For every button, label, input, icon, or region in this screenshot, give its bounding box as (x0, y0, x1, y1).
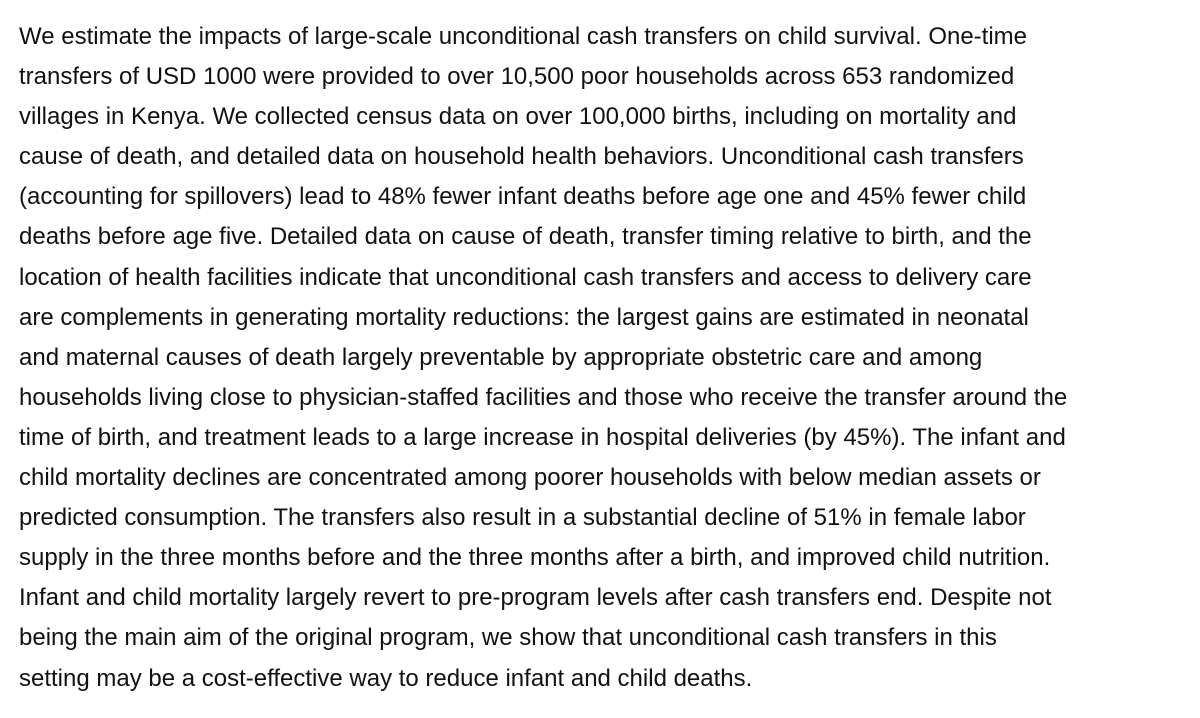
abstract-line: being the main aim of the original program, we show that unconditional cash transfers in this (19, 624, 997, 652)
abstract-paragraph (19, 17, 1192, 699)
abstract-line: (accounting for spillovers) lead to 48% fewer infant deaths before age one and 45% fewer child (19, 183, 1027, 211)
abstract-line: predicted consumption. The transfers also result in a substantial decline of 51% in female labor (19, 504, 1026, 532)
abstract-line: Infant and child mortality largely revert to pre-program levels after cash transfers end. Despite not (19, 584, 1052, 612)
abstract-line: setting may be a cost-effective way to reduce infant and child deaths. (19, 664, 753, 692)
abstract-line: villages in Kenya. We collected census data on over 100,000 births, including on mortality and (19, 103, 1017, 131)
abstract-line: We estimate the impacts of large-scale unconditional cash transfers on child survival. One-time (19, 23, 1028, 50)
abstract-line: transfers of USD 1000 were provided to over 10,500 poor households across 653 randomized (19, 63, 1015, 91)
abstract-line: time of birth, and treatment leads to a large increase in hospital deliveries (by 45%). The infant and (19, 423, 1066, 451)
abstract-line: supply in the three months before and the three months after a birth, and improved child nutrition. (19, 544, 1051, 572)
abstract-line: child mortality declines are concentrated among poorer households with below median assets or (19, 464, 1041, 492)
abstract-line: deaths before age five. Detailed data on cause of death, transfer timing relative to birth, and the (19, 223, 1032, 251)
abstract-line: households living close to physician-staffed facilities and those who receive the transfer around the (19, 383, 1068, 411)
abstract-line: and maternal causes of death largely preventable by appropriate obstetric care and among (19, 343, 983, 371)
abstract-line: location of health facilities indicate that unconditional cash transfers and access to delivery care (19, 263, 1032, 291)
abstract-line: are complements in generating mortality reductions: the largest gains are estimated in neonatal (19, 303, 1029, 331)
abstract-line: cause of death, and detailed data on household health behaviors. Unconditional cash transfers (19, 143, 1024, 171)
